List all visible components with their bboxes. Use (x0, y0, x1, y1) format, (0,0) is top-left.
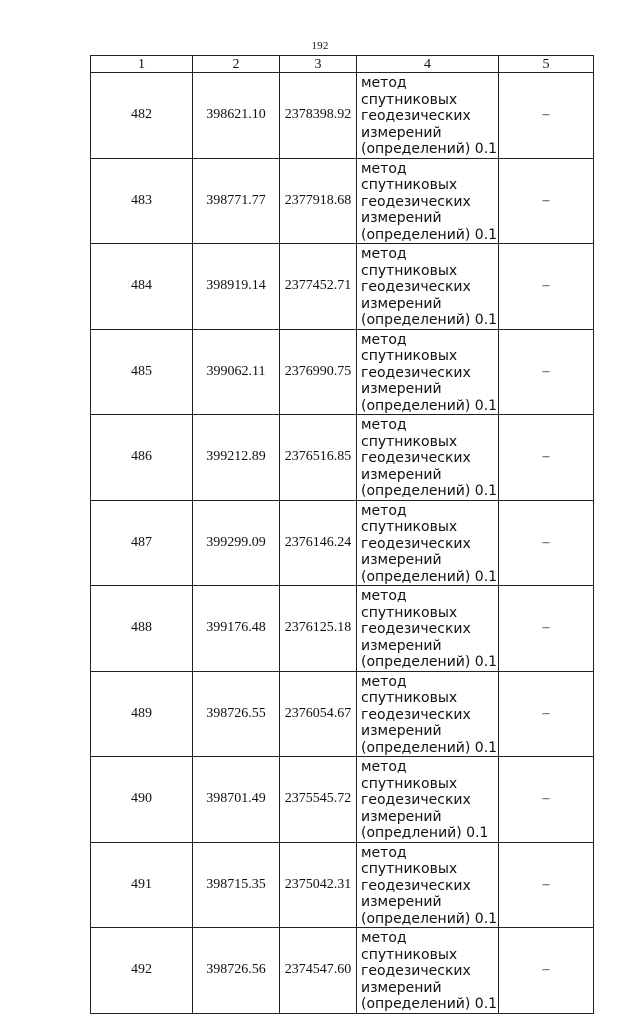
table-row (91, 928, 594, 1014)
point-number-cell: 488 (91, 586, 193, 672)
table-row (91, 757, 594, 843)
table-row (91, 586, 594, 672)
note-cell: – (499, 842, 594, 928)
table-row (91, 842, 594, 928)
note-cell: – (499, 586, 594, 672)
x-coordinate-cell: 398726.55 (193, 671, 280, 757)
table-row (91, 158, 594, 244)
point-number-cell: 491 (91, 842, 193, 928)
x-coordinate-cell: 398621.10 (193, 73, 280, 159)
method-cell: метод спутниковых геодезических измерений (определений) 0.1 (357, 158, 499, 244)
column-header-1: 1 (91, 56, 193, 73)
x-coordinate-cell: 398701.49 (193, 757, 280, 843)
method-cell: метод спутниковых геодезических измерений (определений) 0.1 (357, 415, 499, 501)
note-cell: – (499, 500, 594, 586)
point-number-cell: 486 (91, 415, 193, 501)
point-number-cell: 482 (91, 73, 193, 159)
x-coordinate-cell: 398715.35 (193, 842, 280, 928)
column-header-5: 5 (499, 56, 594, 73)
point-number-cell: 489 (91, 671, 193, 757)
method-cell: метод спутниковых геодезических измерений (определений) 0.1 (357, 73, 499, 159)
table-row (91, 329, 594, 415)
column-header-3: 3 (280, 56, 357, 73)
point-number-cell: 485 (91, 329, 193, 415)
table-row (91, 415, 594, 501)
point-number-cell: 490 (91, 757, 193, 843)
y-coordinate-cell: 2376146.24 (280, 500, 357, 586)
method-cell: метод спутниковых геодезических измерений (опредлений) 0.1 (357, 757, 499, 843)
point-number-cell: 484 (91, 244, 193, 330)
x-coordinate-cell: 398919.14 (193, 244, 280, 330)
method-cell: метод спутниковых геодезических измерений (определений) 0.1 (357, 244, 499, 330)
y-coordinate-cell: 2376990.75 (280, 329, 357, 415)
x-coordinate-cell: 398726.56 (193, 928, 280, 1014)
y-coordinate-cell: 2378398.92 (280, 73, 357, 159)
method-cell: метод спутниковых геодезических измерений (определений) 0.1 (357, 586, 499, 672)
x-coordinate-cell: 399299.09 (193, 500, 280, 586)
method-cell: метод спутниковых геодезических измерений (определений) 0.1 (357, 842, 499, 928)
note-cell: – (499, 73, 594, 159)
x-coordinate-cell: 399212.89 (193, 415, 280, 501)
y-coordinate-cell: 2375545.72 (280, 757, 357, 843)
y-coordinate-cell: 2376125.18 (280, 586, 357, 672)
table-row (91, 73, 594, 159)
table-header-row (91, 56, 594, 73)
page-number: 192 (311, 40, 329, 52)
note-cell: – (499, 757, 594, 843)
y-coordinate-cell: 2377918.68 (280, 158, 357, 244)
note-cell: – (499, 244, 594, 330)
note-cell: – (499, 158, 594, 244)
table-row (91, 244, 594, 330)
x-coordinate-cell: 399176.48 (193, 586, 280, 672)
y-coordinate-cell: 2377452.71 (280, 244, 357, 330)
method-cell: метод спутниковых геодезических измерений (определений) 0.1 (357, 671, 499, 757)
point-number-cell: 483 (91, 158, 193, 244)
point-number-cell: 492 (91, 928, 193, 1014)
column-header-4: 4 (357, 56, 499, 73)
note-cell: – (499, 928, 594, 1014)
y-coordinate-cell: 2376516.85 (280, 415, 357, 501)
table-row (91, 671, 594, 757)
x-coordinate-cell: 399062.11 (193, 329, 280, 415)
note-cell: – (499, 415, 594, 501)
table-row (91, 500, 594, 586)
note-cell: – (499, 329, 594, 415)
method-cell: метод спутниковых геодезических измерений (определений) 0.1 (357, 500, 499, 586)
method-cell: метод спутниковых геодезических измерений (определений) 0.1 (357, 928, 499, 1014)
x-coordinate-cell: 398771.77 (193, 158, 280, 244)
column-header-2: 2 (193, 56, 280, 73)
method-cell: метод спутниковых геодезических измерений (определений) 0.1 (357, 329, 499, 415)
point-number-cell: 487 (91, 500, 193, 586)
coordinates-table (90, 55, 594, 1014)
y-coordinate-cell: 2374547.60 (280, 928, 357, 1014)
y-coordinate-cell: 2375042.31 (280, 842, 357, 928)
note-cell: – (499, 671, 594, 757)
y-coordinate-cell: 2376054.67 (280, 671, 357, 757)
